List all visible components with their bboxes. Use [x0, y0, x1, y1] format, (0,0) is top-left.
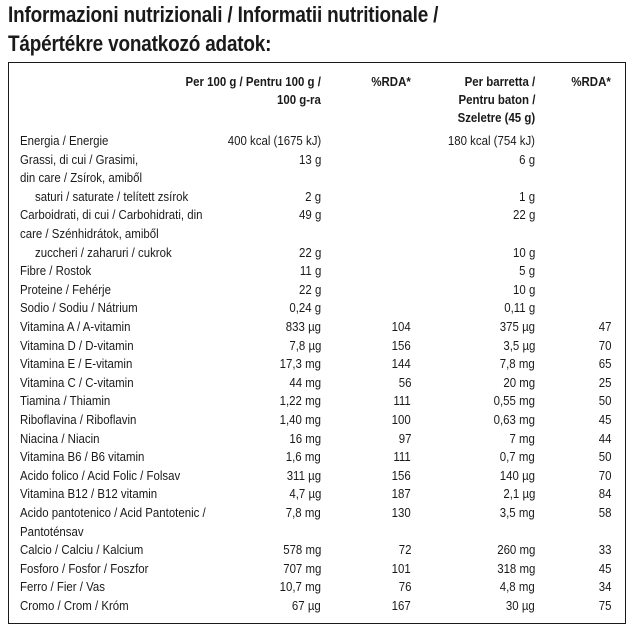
cell-vbar: 30 µg	[506, 598, 535, 613]
cell-rda2: 45	[598, 412, 611, 427]
cell-name: Vitamina C / C-vitamin	[20, 374, 134, 390]
cell-v100: 1,22 mg	[279, 393, 321, 409]
cell-rda1: 76	[398, 579, 411, 595]
cell-rda1: 156	[391, 467, 411, 483]
cell-v100: 49 g	[298, 207, 321, 223]
header-rda-2: %RDA*	[571, 74, 611, 89]
cell-name: Energia / Energie	[20, 133, 109, 148]
cell-vbar: 6 g	[519, 151, 535, 167]
cell-rda1: 156	[391, 337, 411, 353]
cell-v100: 10,7 mg	[279, 579, 321, 595]
cell-vbar: 140 µg	[499, 467, 535, 483]
cell-v100: 1,40 mg	[279, 412, 321, 427]
cell-rda2: 50	[598, 449, 611, 465]
cell-name: Sodio / Sodiu / Nátrium	[20, 300, 138, 316]
cell-name: Vitamina B6 / B6 vitamin	[20, 449, 145, 465]
cell-name: Acido folico / Acid Folic / Folsav	[20, 467, 181, 483]
cell-vbar: 1 g	[519, 188, 535, 204]
cell-name: Vitamina A / A-vitamin	[20, 319, 131, 334]
cell-vbar: 0,7 mg	[500, 449, 535, 465]
cell-rda2: 70	[598, 467, 611, 483]
cell-vbar: 2,1 µg	[502, 486, 535, 502]
cell-name: Fosforo / Fosfor / Foszfor	[20, 560, 149, 576]
cell-name: Niacina / Niacin	[20, 430, 100, 446]
header-per-100g-line-1: Per 100 g / Pentru 100 g /	[185, 74, 321, 89]
cell-vbar: 0,11 g	[504, 300, 535, 316]
cell-rda1: 97	[398, 430, 411, 446]
cell-rda2: 70	[598, 337, 611, 353]
cell-rda1: 144	[391, 356, 411, 372]
cell-name: Riboflavina / Riboflavin	[20, 412, 137, 427]
cell-vbar: 10 g	[512, 281, 535, 297]
cell-name: Cromo / Crom / Króm	[20, 598, 129, 613]
cell-name: saturi / saturate / telített zsírok	[35, 188, 189, 204]
cell-v100: 13 g	[298, 151, 321, 167]
cell-name: Tiamina / Thiamin	[20, 393, 111, 409]
cell-rda1: 111	[393, 449, 411, 465]
cell-rda2: 45	[598, 560, 611, 576]
cell-v100: 67 µg	[292, 598, 321, 613]
cell-rda1: 100	[391, 412, 411, 427]
header-rda-1: %RDA*	[371, 74, 411, 89]
cell-vbar: 4,8 mg	[500, 579, 535, 595]
cell-v100: 2 g	[305, 188, 321, 204]
cell-name: Pantoténsav	[20, 523, 84, 539]
cell-v100: 7,8 mg	[286, 505, 321, 520]
cell-vbar: 0,55 mg	[493, 393, 535, 409]
cell-vbar: 180 kcal (754 kJ)	[447, 133, 535, 148]
cell-name: Calcio / Calciu / Kalcium	[20, 542, 144, 558]
cell-vbar: 0,63 mg	[493, 412, 535, 427]
nutrition-table	[8, 62, 626, 624]
cell-name: Fibre / Rostok	[20, 263, 92, 279]
cell-name: Vitamina B12 / B12 vitamin	[20, 486, 158, 502]
title-line-2: Tápértékre vonatkozó adatok:	[8, 31, 272, 56]
cell-v100: 578 mg	[282, 542, 321, 558]
cell-name: care / Szénhidrátok, amiből	[20, 226, 159, 241]
header-per-bar-line-1: Per barretta /	[464, 74, 535, 89]
cell-vbar: 3,5 mg	[500, 505, 535, 520]
cell-rda1: 101	[391, 560, 411, 576]
cell-vbar: 375 µg	[499, 319, 535, 334]
cell-v100: 44 mg	[289, 374, 321, 390]
cell-name: Ferro / Fier / Vas	[20, 579, 105, 595]
cell-v100: 17,3 mg	[279, 356, 321, 372]
title-line-1: Informazioni nutrizionali / Informatii nutritionale /	[8, 2, 439, 27]
cell-rda2: 65	[598, 356, 611, 372]
cell-rda1: 167	[391, 598, 411, 613]
cell-rda2: 34	[598, 579, 611, 595]
cell-name: Grassi, di cui / Grasimi,	[20, 151, 139, 167]
cell-rda1: 104	[391, 319, 411, 334]
cell-rda2: 47	[598, 319, 611, 334]
cell-rda2: 84	[598, 486, 611, 502]
cell-name: zuccheri / zaharuri / cukrok	[35, 244, 172, 260]
cell-v100: 707 mg	[282, 560, 321, 576]
cell-vbar: 20 mg	[503, 374, 535, 390]
cell-vbar: 7,8 mg	[500, 356, 535, 372]
cell-name: Proteine / Fehérje	[20, 281, 111, 297]
cell-name: Vitamina E / E-vitamin	[20, 356, 133, 372]
cell-vbar: 3,5 µg	[502, 337, 535, 353]
cell-name: Carboidrati, di cui / Carbohidrati, din	[20, 207, 203, 223]
cell-v100: 0,24 g	[289, 300, 321, 316]
cell-rda1: 56	[398, 374, 411, 390]
cell-name: Vitamina D / D-vitamin	[20, 337, 134, 353]
header-per-bar-line-3: Szeletre (45 g)	[457, 110, 535, 125]
header-per-bar-line-2: Pentru baton /	[458, 92, 535, 107]
cell-v100: 1,6 mg	[286, 449, 321, 465]
cell-v100: 311 µg	[286, 467, 321, 483]
cell-rda2: 25	[598, 374, 611, 390]
cell-vbar: 10 g	[512, 244, 535, 260]
cell-v100: 833 µg	[285, 319, 321, 334]
cell-vbar: 318 mg	[496, 560, 535, 576]
cell-v100: 22 g	[298, 244, 321, 260]
cell-vbar: 260 mg	[496, 542, 535, 558]
cell-vbar: 5 g	[519, 263, 535, 279]
cell-rda2: 50	[598, 393, 611, 409]
cell-rda1: 187	[391, 486, 411, 502]
cell-rda2: 75	[598, 598, 611, 613]
cell-v100: 400 kcal (1675 kJ)	[227, 133, 321, 148]
cell-rda1: 111	[393, 393, 411, 409]
cell-v100: 22 g	[298, 281, 321, 297]
cell-rda2: 58	[598, 505, 611, 520]
cell-rda2: 33	[598, 542, 611, 558]
cell-rda2: 44	[598, 430, 611, 446]
cell-rda1: 72	[398, 542, 411, 558]
cell-v100: 4,7 µg	[288, 486, 321, 502]
cell-vbar: 22 g	[512, 207, 535, 223]
cell-v100: 16 mg	[289, 430, 321, 446]
cell-vbar: 7 mg	[509, 430, 535, 446]
cell-rda1: 130	[391, 505, 411, 520]
cell-v100: 7,8 µg	[288, 337, 321, 353]
cell-v100: 11 g	[299, 263, 321, 279]
header-per-100g-line-2: 100 g-ra	[277, 92, 321, 107]
cell-name: din care / Zsírok, amiből	[20, 170, 143, 186]
cell-name: Acido pantotenico / Acid Pantotenic /	[20, 505, 206, 520]
